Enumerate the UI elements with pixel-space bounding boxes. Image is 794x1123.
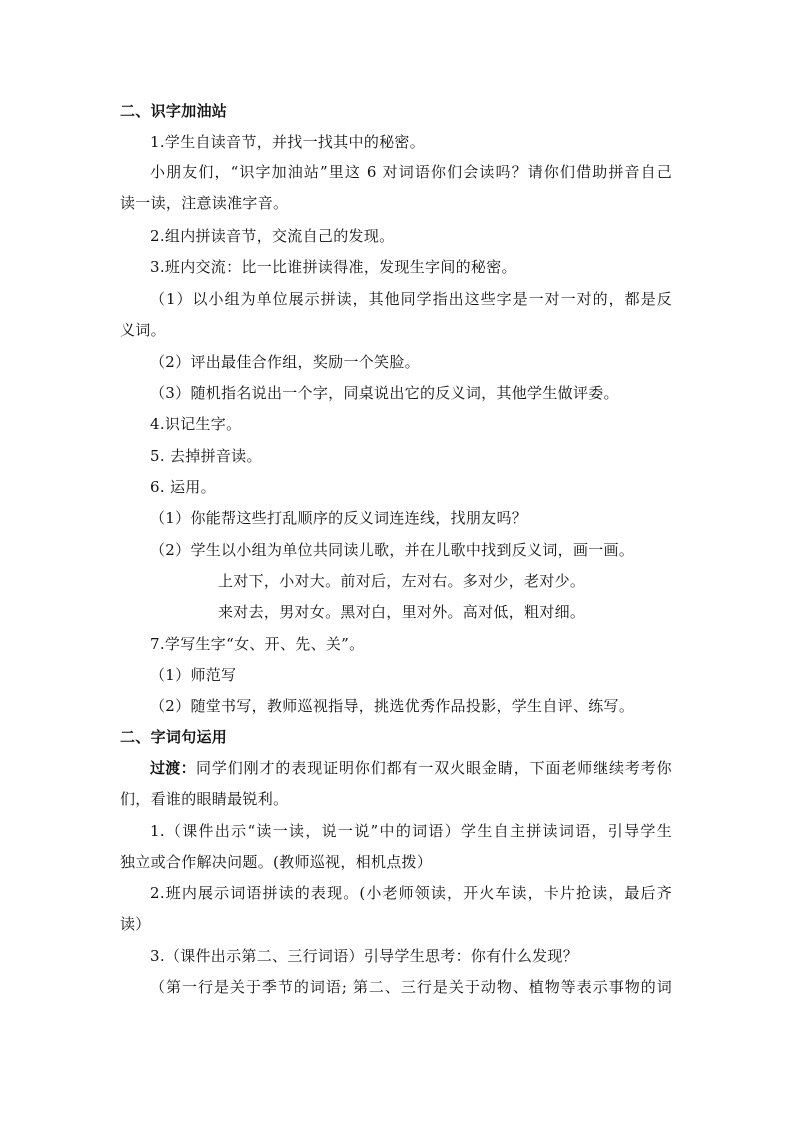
paragraph-line: （2）评出最佳合作组，奖励一个笑脸。 bbox=[150, 353, 420, 371]
paragraph-line: 小朋友们，“识字加油站”里这 6 对词语你们会读吗？请你们借助拼音自己 bbox=[150, 163, 672, 181]
paragraph-line: 2.班内展示词语拼读的表现。(小老师领读，开火车读，卡片抢读，最后齐 bbox=[150, 884, 672, 902]
paragraph-line: 义词。 bbox=[120, 321, 166, 339]
paragraph-line: 读一读，注意读准字音。 bbox=[120, 194, 289, 212]
paragraph-line: 1.（课件出示“读一读，说一说”中的词语）学生自主拼读词语，引导学生 bbox=[150, 822, 672, 840]
paragraph-line: 2.组内拼读音节，交流自己的发现。 bbox=[150, 227, 395, 245]
paragraph-line: 6. 运用。 bbox=[150, 478, 216, 496]
paragraph-line: （3）随机指名说出一个字，同桌说出它的反义词，其他学生做评委。 bbox=[150, 384, 619, 402]
paragraph-line: （2）随堂书写，教师巡视指导，挑选优秀作品投影，学生自评、练写。 bbox=[150, 697, 635, 715]
rhyme-line: 来对去，男对女。黑对白，里对外。高对低，粗对细。 bbox=[218, 603, 586, 621]
paragraph-line: （1）师范写 bbox=[150, 666, 237, 684]
paragraph-line: 同学们刚才的表现证明你们都有一双火眼金睛，下面老师继续考考你 bbox=[196, 759, 672, 777]
paragraph-line: （1）你能帮这些打乱顺序的反义词连连线，找朋友吗？ bbox=[150, 509, 528, 527]
paragraph-line: 独立或合作解决问题。(教师巡视，相机点拨） bbox=[120, 853, 433, 871]
paragraph-line: 4.识记生字。 bbox=[150, 415, 242, 433]
paragraph-line: （第一行是关于季节的词语; 第二、三行是关于动物、植物等表示事物的词 bbox=[150, 978, 672, 996]
paragraph-line: （2）学生以小组为单位共同读儿歌，并在儿歌中找到反义词，画一画。 bbox=[150, 541, 635, 559]
rhyme-line: 上对下，小对大。前对后，左对右。多对少，老对少。 bbox=[218, 572, 586, 590]
paragraph-line: 5. 去掉拼音读。 bbox=[150, 447, 262, 465]
paragraph-line: 1.学生自读音节，并找一找其中的秘密。 bbox=[150, 133, 426, 151]
paragraph-line: 读） bbox=[120, 915, 151, 933]
paragraph-line: （1）以小组为单位展示拼读，其他同学指出这些字是一对一对的，都是反 bbox=[150, 290, 672, 308]
section-heading-word-usage: 二、字词句运用 bbox=[120, 728, 228, 746]
transition-label: 过渡： bbox=[150, 759, 196, 777]
paragraph-line: 3.班内交流：比一比谁拼读得准，发现生字间的秘密。 bbox=[150, 258, 517, 276]
paragraph-line: 3.（课件出示第二、三行词语）引导学生思考：你有什么发现？ bbox=[150, 947, 579, 965]
section-heading-literacy: 二、识字加油站 bbox=[120, 102, 228, 120]
paragraph-line: 们，看谁的眼睛最锐利。 bbox=[120, 790, 289, 808]
paragraph-line: 7.学写生字“女、开、先、关”。 bbox=[150, 635, 365, 653]
